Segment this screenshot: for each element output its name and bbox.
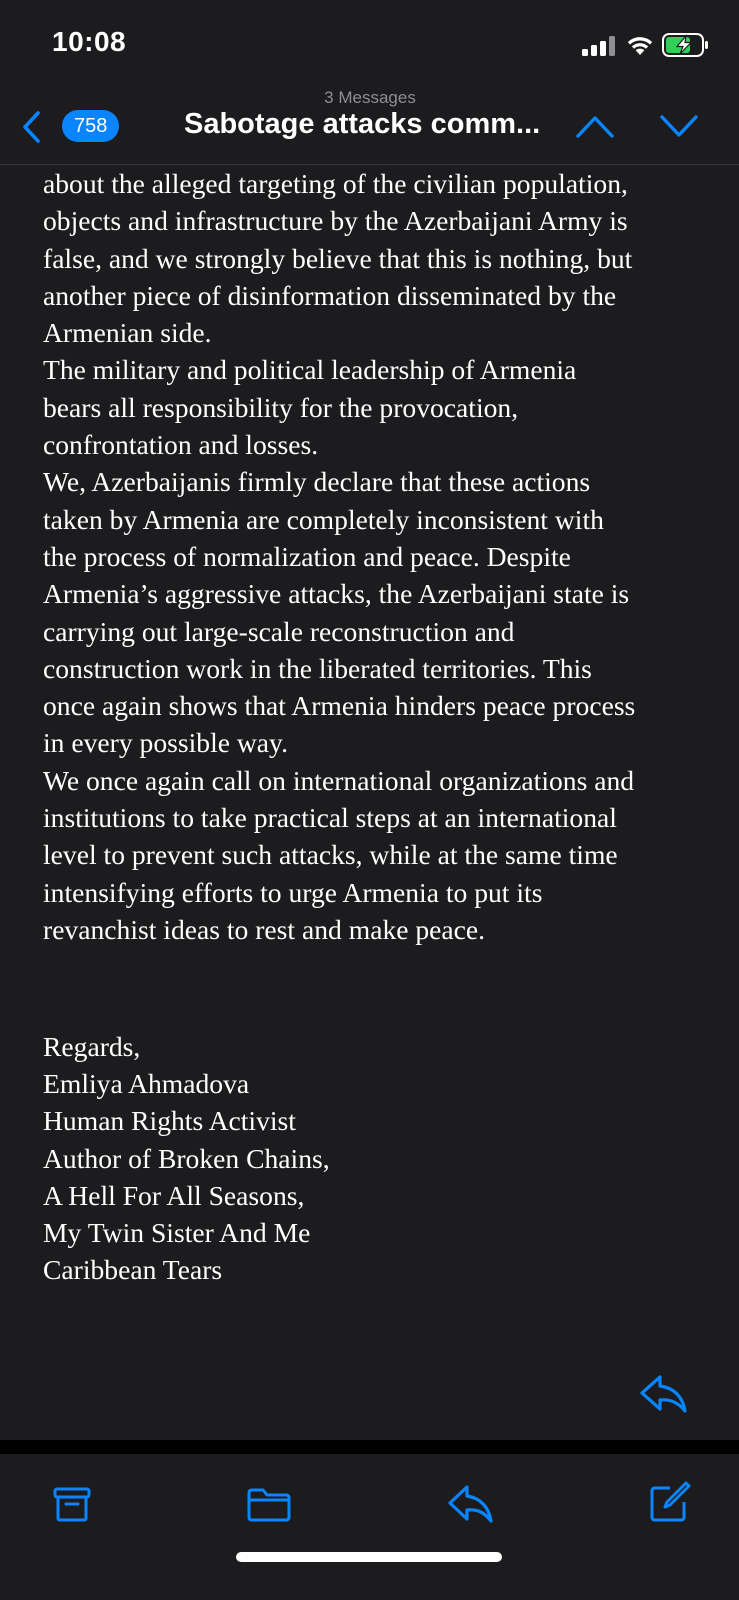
- folder-icon: [246, 1484, 292, 1524]
- signature-line: Caribbean Tears: [43, 1254, 223, 1286]
- reply-icon: [638, 1372, 690, 1416]
- signature-line: Regards,: [43, 1031, 141, 1062]
- body-line: We once again call on international organizations and: [43, 764, 635, 796]
- home-indicator[interactable]: [236, 1552, 502, 1562]
- body-line: in every possible way.: [43, 727, 288, 759]
- status-bar: [0, 0, 739, 88]
- body-line: intensifying efforts to urge Armenia to put its: [43, 876, 543, 908]
- archive-icon: [52, 1484, 92, 1524]
- compose-button[interactable]: [648, 1480, 698, 1526]
- body-line: the process of normalization and peace. Despite: [43, 540, 571, 572]
- signature-line: Emliya Ahmadova: [43, 1068, 250, 1100]
- archive-button[interactable]: [52, 1484, 102, 1530]
- message-content-area[interactable]: [0, 165, 739, 1440]
- body-line: The military and political leadership of Armenia: [43, 354, 577, 386]
- message-body: [43, 165, 723, 948]
- bottom-toolbar: [0, 1454, 739, 1600]
- unread-count-badge: 758: [62, 110, 119, 142]
- compose-icon: [648, 1480, 692, 1524]
- body-line: false, and we strongly believe that this is nothing, but: [43, 242, 633, 274]
- body-line: Armenia’s aggressive attacks, the Azerbaijani state is: [43, 578, 630, 610]
- status-time: 10:08: [52, 26, 127, 57]
- battery-charging-icon: [662, 33, 710, 57]
- chevron-up-icon: [572, 106, 618, 146]
- wifi-icon: [626, 33, 654, 57]
- next-message-button[interactable]: [656, 106, 702, 146]
- reply-button-inline[interactable]: [638, 1372, 690, 1416]
- toolbar-divider: [0, 1440, 739, 1454]
- previous-message-button[interactable]: [572, 106, 618, 146]
- body-line: confrontation and losses.: [43, 429, 319, 461]
- reply-icon: [446, 1482, 496, 1526]
- signature-line: My Twin Sister And Me: [43, 1216, 311, 1248]
- body-line: once again shows that Armenia hinders peace process: [43, 690, 636, 722]
- signature-line: A Hell For All Seasons,: [43, 1179, 305, 1211]
- body-line: carrying out large-scale reconstruction and: [43, 615, 515, 647]
- move-to-folder-button[interactable]: [246, 1484, 296, 1530]
- chevron-left-icon: [18, 110, 46, 144]
- body-line: construction work in the liberated territories. This: [43, 652, 592, 684]
- body-line: another piece of disinformation disseminated by the: [43, 279, 617, 311]
- email-signature: [43, 1028, 643, 1288]
- body-line: institutions to take practical steps at an international: [43, 802, 617, 834]
- chevron-down-icon: [656, 106, 702, 146]
- body-line: We, Azerbaijanis firmly declare that these actions: [43, 466, 591, 498]
- body-line: bears all responsibility for the provocation,: [43, 391, 519, 423]
- body-line: revanchist ideas to rest and make peace.: [43, 913, 486, 945]
- body-line: Armenian side.: [43, 317, 212, 349]
- thread-message-count: 3 Messages: [324, 88, 416, 107]
- signature-line: Author of Broken Chains,: [43, 1142, 330, 1174]
- message-nav-bar: [0, 88, 739, 165]
- back-button[interactable]: [18, 104, 128, 148]
- body-line: objects and infrastructure by the Azerbaijani Army is: [43, 205, 628, 237]
- signature-line: Human Rights Activist: [43, 1105, 296, 1137]
- body-line: taken by Armenia are completely inconsistent with: [43, 503, 604, 535]
- body-line: level to prevent such attacks, while at the same time: [43, 839, 618, 871]
- thread-subject-title: Sabotage attacks comm...: [184, 108, 541, 140]
- cellular-signal-icon: [582, 36, 616, 56]
- reply-button[interactable]: [446, 1482, 496, 1528]
- body-line: about the alleged targeting of the civilian population,: [43, 168, 628, 199]
